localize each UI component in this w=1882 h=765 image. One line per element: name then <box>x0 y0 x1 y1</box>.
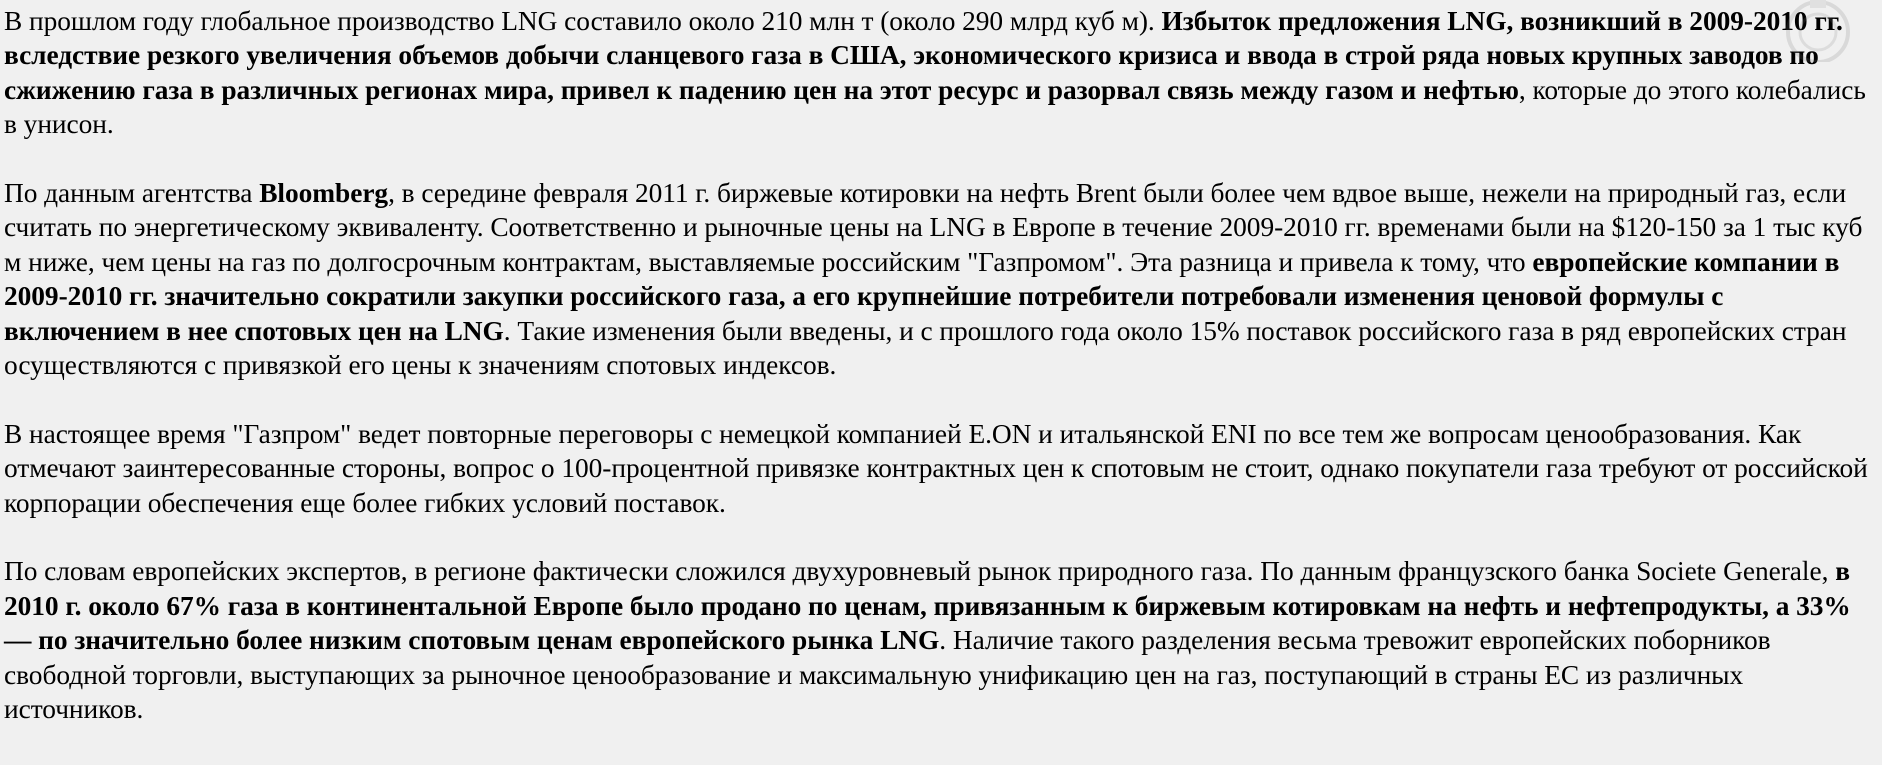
paragraph-3 <box>4 417 1878 520</box>
text-segment: , в середине февраля 2011 г. биржевые котировки на нефть Brent были более чем вдвое выше, нежели на природный газ, если считать по энергетическому эквиваленту. Соответственно и рыночные цены на LNG в Европе в течение 2009-2010 гг. временами были на $120-150 за 1 тыс куб м ниже, чем цены на газ по долгосрочным контрактам, выставляемые российским "Газпромом". Эта разница и привела к тому, что <box>4 178 1863 277</box>
article-body <box>4 4 1878 726</box>
paragraph-1 <box>4 4 1878 142</box>
paragraph-2 <box>4 176 1878 382</box>
text-segment: , которые до этого колебались в унисон. <box>4 74 1866 140</box>
bold-segment: Bloomberg <box>259 178 389 209</box>
text-segment: В настоящее время "Газпром" ведет повторные переговоры с немецкой компанией E.ON и итальянской ENI по все тем же вопросам ценообразования. Как отмечают заинтересованные стороны, вопрос о 100-процентной привязке контрактных цен к спотовым не стоит, однако покупатели газа требуют от российской корпорации обеспечения еще более гибких условий поставок. <box>4 418 1868 518</box>
bold-segment: в 2010 г. около 67% газа в континентальной Европе было продано по ценам, привязанным к биржевым котировкам на нефть и нефтепродукты, а 33% — по значительно более низким спотовым ценам европейского рынка LNG <box>4 556 1851 656</box>
text-segment: По данным агентства <box>4 178 260 209</box>
bold-segment: Избыток предложения LNG, возникший в 2009-2010 гг. вследствие резкого увеличения объемов добычи сланцевого газа в США, экономического кризиса и ввода в строй ряда новых крупных заводов по сжижению газа в различных регионах мира, привел к падению цен на этот ресурс и разорвал связь между газом и нефтью <box>4 6 1843 105</box>
text-segment: . Наличие такого разделения весьма тревожит европейских поборников свободной торговли, выступающих за рыночное ценообразование и максимальную унификацию цен на газ, поступающий в страны ЕС из различных источников. <box>4 625 1771 725</box>
text-segment: По словам европейских экспертов, в регионе фактически сложился двухуровневый рынок природного газа. По данным французского банка Societe Generale, <box>4 556 1836 587</box>
text-segment: . Такие изменения были введены, и с прошлого года около 15% поставок российского газа в ряд европейских стран осуществляются с привязкой его цены к значениям спотовых индексов. <box>4 315 1847 381</box>
watermark-icon <box>1772 0 1864 62</box>
paragraph-4 <box>4 554 1878 726</box>
text-segment: В прошлом году глобальное производство LNG составило около 210 млн т (около 290 млрд куб м). <box>4 6 1162 36</box>
bold-segment: европейские компании в 2009-2010 гг. значительно сократили закупки российского газа, а его крупнейшие потребители потребовали изменения ценовой формулы с включением в нее спотовых цен на LNG <box>4 246 1840 346</box>
